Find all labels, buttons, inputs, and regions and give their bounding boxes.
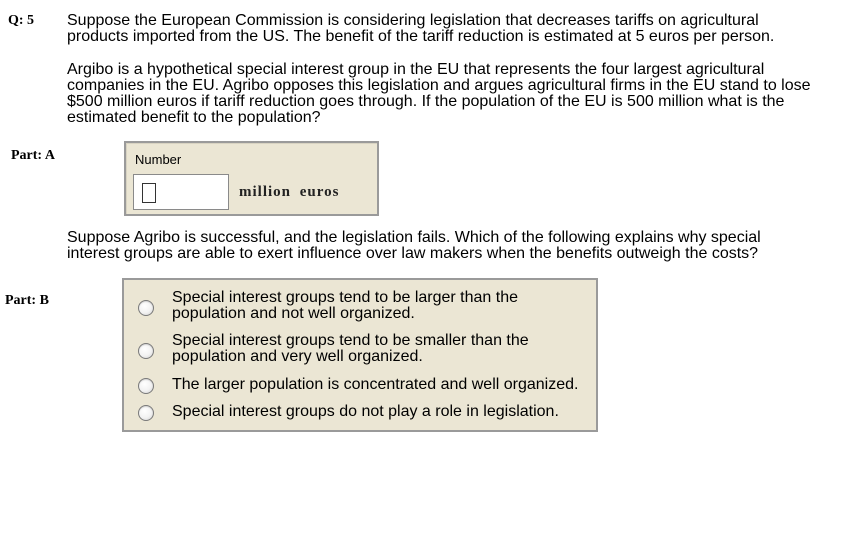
radio-button-icon[interactable]	[138, 300, 154, 316]
text-cursor-icon	[142, 183, 156, 203]
radio-button-icon[interactable]	[138, 378, 154, 394]
question-intro-line-1: Suppose the European Commission is considering legislation that decreases tariffs on agricultural	[67, 12, 759, 29]
option-1-line-2: population and not well organized.	[172, 305, 415, 322]
radio-button-icon[interactable]	[138, 405, 154, 421]
option-2[interactable]	[134, 333, 594, 367]
part-a-answer-box	[124, 141, 379, 216]
option-2-line-1: Special interest groups tend to be smaller than the	[172, 332, 529, 349]
question-intro-line-2: products imported from the US. The benefit of the tariff reduction is estimated at 5 euros per person.	[67, 28, 775, 45]
question-paragraph-line-2: companies in the EU. Agribo opposes this legislation and argues agricultural firms in the EU stand to lose	[67, 77, 811, 94]
part-b-prompt-line-1: Suppose Agribo is successful, and the legislation fails. Which of the following explains why special	[67, 229, 761, 246]
radio-button-icon[interactable]	[138, 343, 154, 359]
question-paragraph-line-3: $500 million euros if tariff reduction goes through. If the population of the EU is 500 million what is the	[67, 93, 785, 110]
option-3-line-1: The larger population is concentrated and well organized.	[172, 376, 579, 393]
option-3[interactable]	[134, 377, 594, 395]
option-1[interactable]	[134, 290, 594, 324]
question-paragraph-line-4: estimated benefit to the population?	[67, 109, 321, 126]
option-4[interactable]	[134, 404, 594, 422]
part-a-label: Part: A	[11, 148, 55, 163]
option-1-line-1: Special interest groups tend to be larger than the	[172, 289, 518, 306]
question-paragraph-line-1: Argibo is a hypothetical special interest group in the EU that represents the four largest agricultural	[67, 61, 765, 78]
unit-label: million euros	[239, 184, 340, 200]
part-b-options-box	[122, 278, 598, 432]
option-4-line-1: Special interest groups do not play a role in legislation.	[172, 403, 559, 420]
option-2-line-2: population and very well organized.	[172, 348, 423, 365]
part-b-prompt-line-2: interest groups are able to exert influence over law makers when the benefits outweigh the costs?	[67, 245, 759, 262]
number-label: Number	[135, 152, 182, 167]
number-input[interactable]	[133, 174, 229, 210]
question-number: Q: 5	[8, 13, 35, 28]
part-b-label: Part: B	[5, 293, 49, 308]
